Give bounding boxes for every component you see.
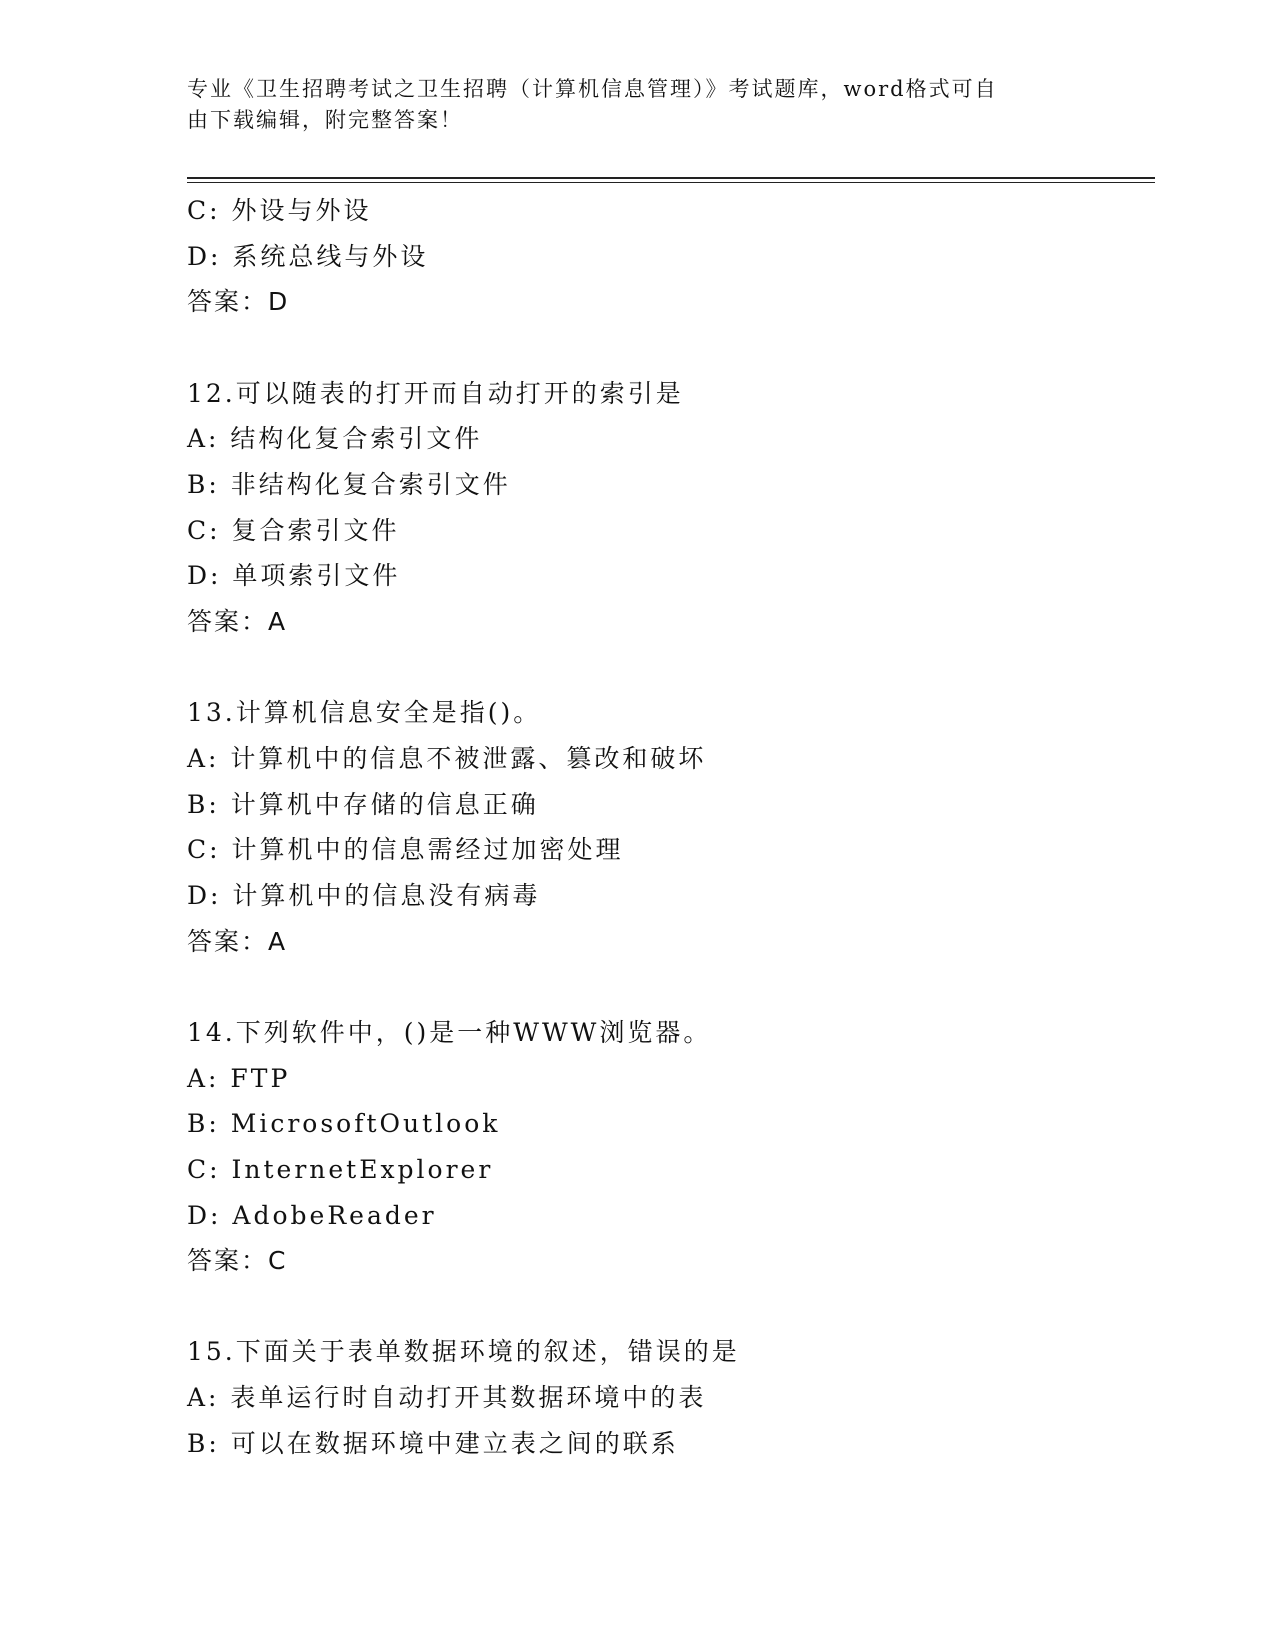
option-c: C: InternetExplorer — [187, 1154, 494, 1184]
option-b: B: 计算机中存储的信息正确 — [187, 789, 539, 819]
block-spacer — [187, 1284, 1147, 1330]
question-text: 12.可以随表的打开而自动打开的索引是 — [187, 378, 684, 408]
question-block-13 — [187, 690, 1147, 964]
question-text: 14.下列软件中，()是一种WWW浏览器。 — [187, 1017, 712, 1047]
question-text: 15.下面关于表单数据环境的叙述，错误的是 — [187, 1337, 740, 1367]
option-a: A: 结构化复合索引文件 — [187, 424, 483, 454]
question-block-14 — [187, 1010, 1147, 1284]
question-list — [187, 188, 1147, 1467]
block-spacer — [187, 645, 1147, 691]
option-d: D: 系统总线与外设 — [187, 241, 429, 271]
question-text: 13.计算机信息安全是指()。 — [187, 698, 542, 728]
answer-line: 答案：A — [187, 926, 288, 956]
question-block-11 — [187, 188, 1147, 325]
block-spacer — [187, 325, 1147, 371]
answer-line: 答案：C — [187, 1246, 288, 1276]
answer-line: 答案：A — [187, 607, 288, 636]
document-header — [187, 74, 1077, 136]
option-c: C: 复合索引文件 — [187, 515, 400, 545]
option-c: C: 外设与外设 — [187, 196, 372, 225]
header-divider-thick — [187, 177, 1155, 179]
block-spacer — [187, 964, 1147, 1010]
option-a: A: 表单运行时自动打开其数据环境中的表 — [187, 1383, 707, 1413]
option-d: D: AdobeReader — [187, 1200, 437, 1230]
question-block-12 — [187, 371, 1147, 645]
option-a: A: FTP — [187, 1063, 291, 1093]
option-b: B: 可以在数据环境中建立表之间的联系 — [187, 1428, 679, 1458]
header-line-2: 由下载编辑，附完整答案！ — [187, 108, 463, 132]
header-line-1: 专业《卫生招聘考试之卫生招聘（计算机信息管理）》考试题库，word格式可自 — [187, 77, 998, 101]
option-a: A: 计算机中的信息不被泄露、篡改和破坏 — [187, 743, 707, 773]
answer-line: 答案：D — [187, 287, 290, 317]
option-b: B: 非结构化复合索引文件 — [187, 469, 511, 499]
option-c: C: 计算机中的信息需经过加密处理 — [187, 835, 624, 865]
option-d: D: 单项索引文件 — [187, 561, 401, 591]
header-divider-thin — [187, 182, 1155, 183]
option-d: D: 计算机中的信息没有病毒 — [187, 880, 541, 910]
question-block-15 — [187, 1329, 1147, 1466]
option-b: B: MicrosoftOutlook — [187, 1109, 501, 1139]
